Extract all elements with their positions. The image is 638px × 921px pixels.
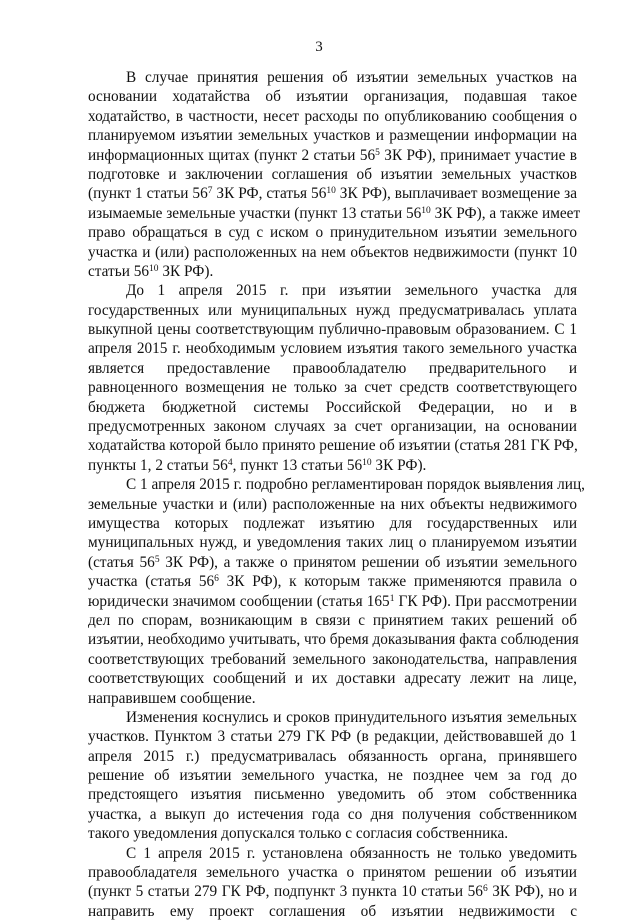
text-line: такого уведомления допускался только с согласия собственника. bbox=[88, 825, 509, 843]
text-line: правообладателя земельного участка о принятом решении об изъятии bbox=[88, 864, 577, 882]
text-line: соответствующих требований земельного законодательства, направления bbox=[88, 650, 577, 668]
text-line: С 1 апреля 2015 г. подробно регламентирован порядок выявления лиц, bbox=[126, 476, 585, 494]
text-line: соответствующих сообщений и их доставки адресату лежит на лице, bbox=[88, 670, 577, 688]
paragraph bbox=[88, 708, 577, 844]
text-line: изъятии, необходимо учитывать, что бремя доказывания факта соблюдения bbox=[88, 631, 579, 649]
text-line: (пункт 1 статьи $56^7$ ЗК РФ, статья $56^{10}$ ЗК РФ), выплачивает возмещение за bbox=[88, 185, 577, 203]
text-line: информационных щитах (пункт 2 статьи $56^5$ ЗК РФ), принимает участие в bbox=[88, 146, 577, 164]
text-line: выкупной цены соответствующим публично-правовым образованием. С 1 bbox=[88, 321, 577, 339]
page-number: 3 bbox=[315, 39, 323, 55]
text-line: направить ему проект соглашения об изъятии недвижимости с bbox=[88, 902, 577, 920]
text-line: решение об изъятии земельного участка, не позднее чем за год до bbox=[88, 767, 577, 785]
text-line: направившем сообщение. bbox=[88, 689, 256, 707]
text-line: право обращаться в суд с иском о принудительном изъятии земельного bbox=[88, 224, 577, 242]
text-line: апреля 2015 г. необходимым условием изъятия такого земельного участка bbox=[88, 340, 577, 358]
text-line: ходатайство, в частности, несет расходы по опубликованию сообщения о bbox=[88, 107, 577, 125]
text-line: планируемом изъятии земельных участков и размещении информации на bbox=[88, 127, 577, 145]
paragraph bbox=[88, 68, 581, 281]
text-line: является предоставление правообладателю предварительного и bbox=[88, 359, 577, 377]
text-line: участка, а выкуп до истечения года со дня получения собственником bbox=[88, 805, 577, 823]
text-line: основании ходатайства об изъятии организация, подавшая такое bbox=[88, 88, 577, 106]
text-line: (статья $56^5$ ЗК РФ), а также о принятом решении об изъятии земельного bbox=[88, 553, 577, 571]
text-line: участка и (или) расположенных на нем объектов недвижимости (пункт 10 bbox=[88, 243, 577, 261]
text-line: подготовке и заключении соглашения об изъятии земельных участков bbox=[88, 165, 577, 183]
text-line: равноценного возмещения не только за счет средств соответствующего bbox=[88, 379, 577, 397]
text-line: В случае принятия решения об изъятии земельных участков на bbox=[126, 69, 577, 86]
text-line: участков. Пунктом 3 статьи 279 ГК РФ (в редакции, действовавшей до 1 bbox=[88, 728, 577, 746]
text-line: статьи $56^{10}$ ЗК РФ). bbox=[88, 262, 214, 280]
text-line: муниципальных нужд, и уведомления таких лиц о планируемом изъятии bbox=[88, 534, 577, 552]
text-line: юридически значимом сообщении (статья $165^1$ ГК РФ). При рассмотрении bbox=[88, 592, 577, 610]
text-line: дел по спорам, возникающим в связи с принятием таких решений об bbox=[88, 611, 577, 629]
text-line: государственных или муниципальных нужд предусматривалась уплата bbox=[88, 301, 577, 319]
paragraph bbox=[88, 844, 577, 921]
text-line: имущества которых подлежат изъятию для государственных или bbox=[88, 514, 577, 532]
text-line: Изменения коснулись и сроков принудительного изъятия земельных bbox=[126, 708, 577, 726]
text-line: изымаемые земельные участки (пункт 13 статьи $56^{10}$ ЗК РФ), а также имеет bbox=[88, 204, 581, 222]
text-line: предусмотренных законом случаях за счет организации, на основании bbox=[88, 418, 577, 436]
text-line: С 1 апреля 2015 г. установлена обязанность не только уведомить bbox=[126, 844, 577, 862]
text-line: предстоящего изъятия письменно уведомить об этом собственника bbox=[88, 786, 577, 804]
body-text bbox=[88, 68, 585, 921]
text-line: земельные участки и (или) расположенные на них объекты недвижимого bbox=[88, 495, 577, 513]
text-line: бюджета бюджетной системы Российской Федерации, но и в bbox=[88, 398, 577, 416]
text-line: До 1 апреля 2015 г. при изъятии земельного участка для bbox=[126, 282, 577, 300]
text-line: участка (статья $56^6$ ЗК РФ), к которым также применяются правила о bbox=[88, 573, 577, 591]
text-line: пункты 1, 2 статьи $56^4$, пункт 13 статьи $56^{10}$ ЗК РФ). bbox=[88, 456, 427, 474]
paragraph bbox=[88, 475, 585, 708]
paragraph bbox=[88, 281, 577, 475]
text-line: апреля 2015 г.) предусматривалась обязанность органа, принявшего bbox=[88, 747, 577, 765]
text-line: ходатайства которой было принято решение об изъятии (статья 281 ГК РФ, bbox=[88, 437, 578, 455]
text-line: (пункт 5 статьи 279 ГК РФ, подпункт 3 пункта 10 статьи $56^6$ ЗК РФ), но и bbox=[88, 883, 578, 901]
